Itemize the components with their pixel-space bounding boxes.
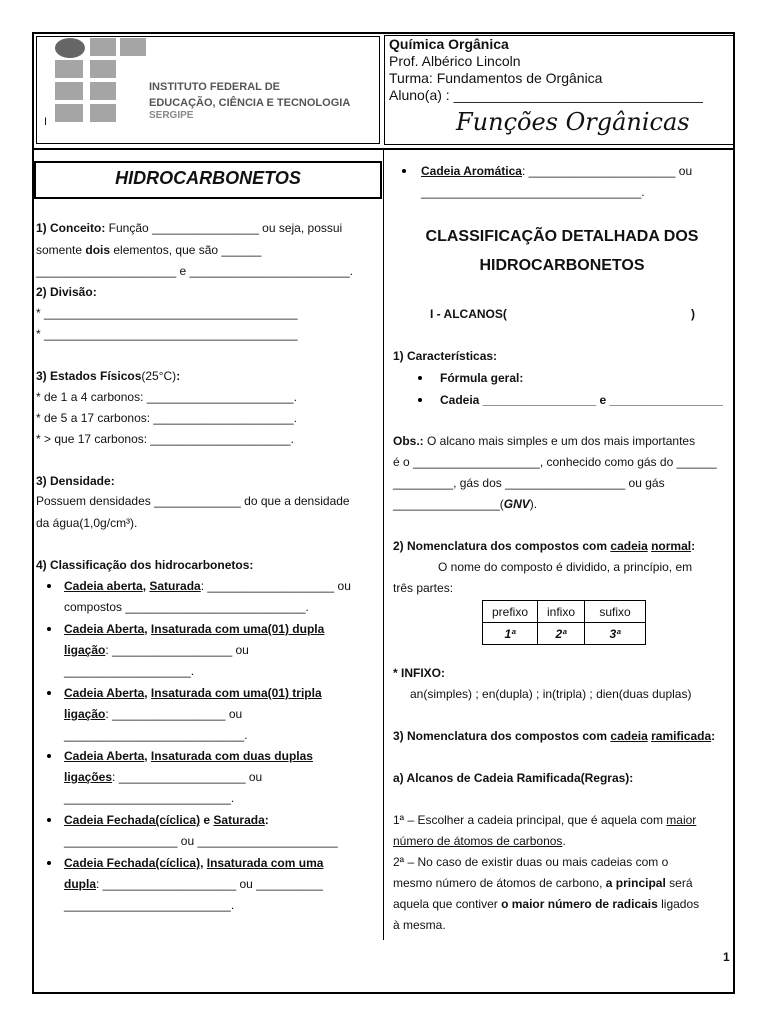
hidrocarbonetos-title: HIDROCARBONETOS — [34, 161, 382, 199]
table-head-infixo: infixo — [538, 601, 585, 623]
item-fechada-insaturada-l1: Cadeia Fechada(cíclica), Insaturada com uma — [64, 856, 324, 870]
table-head-sufixo: sufixo — [585, 601, 646, 623]
bullet — [418, 398, 422, 402]
aromatica-l1: Cadeia Aromática: ______________________ ou — [421, 164, 693, 178]
obs-l4: ________________(GNV). — [393, 497, 538, 511]
nomenclatura-text-l1: O nome do composto é dividido, a princípio, em — [438, 560, 693, 574]
obs-l2: é o ___________________, conhecido como gás do ______ — [393, 455, 717, 469]
page-title: Funções Orgânicas — [456, 108, 690, 136]
conceito-line1: 1) Conceito: Função ________________ ou seja, possui — [36, 221, 343, 235]
aromatica-l2: _________________________________. — [421, 185, 645, 199]
bullet — [47, 627, 51, 631]
estados-line3: * > que 17 carbonos: _____________________. — [36, 432, 294, 446]
item-aberta-saturada-l1: Cadeia aberta, Saturada: ___________________ ou — [64, 579, 351, 593]
class-name: Turma: Fundamentos de Orgânica — [389, 70, 603, 86]
table-val-3: 3ª — [585, 623, 646, 645]
classificacao-title-1: CLASSIFICAÇÃO DETALHADA DOS — [425, 228, 699, 245]
regra2-l1: 2ª – No caso de existir duas ou mais cadeias com o — [393, 855, 669, 869]
prefixo-infixo-sufixo-table — [482, 600, 646, 645]
conceito-line3: _____________________ e ________________________. — [36, 264, 353, 278]
regra1-l2: número de átomos de carbonos. — [393, 834, 566, 848]
divisao-line1: * ______________________________________ — [36, 306, 298, 320]
bullet — [47, 754, 51, 758]
item-dupla-l1: Cadeia Aberta, Insaturada com uma(01) dupla — [64, 622, 325, 636]
caracteristicas-label: 1) Características: — [393, 349, 498, 363]
obs-l1: Obs.: O alcano mais simples e um dos mais importantes — [393, 434, 696, 448]
regra2-l3: aquela que contiver o maior número de radicais ligados — [393, 897, 700, 911]
estados-label: 3) Estados Físicos(25°C): — [36, 369, 181, 383]
regra1-l1: 1ª – Escolher a cadeia principal, que é aquela com maior — [393, 813, 697, 827]
formula-geral: Fórmula geral: — [440, 371, 524, 385]
classificacao-label: 4) Classificação dos hidrocarbonetos: — [36, 558, 254, 572]
alcanos-label: I - ALCANOS( — [430, 307, 507, 321]
page-number: 1 — [723, 950, 730, 964]
densidade-line2: da água(1,0g/cm³). — [36, 516, 138, 530]
conceito-line2: somente dois elementos, que são ______ — [36, 243, 262, 257]
table-val-1: 1ª — [483, 623, 538, 645]
regra2-l4: à mesma. — [393, 918, 446, 932]
item-duas-duplas-l2: ligações: ___________________ ou — [64, 770, 263, 784]
item-fechada-insaturada-l3: _________________________. — [64, 898, 235, 912]
institute-name-3: SERGIPE — [149, 110, 194, 121]
item-tripla-l2: ligação: _________________ ou — [64, 707, 243, 721]
bullet — [47, 818, 51, 822]
table-val-2: 2ª — [538, 623, 585, 645]
divisao-label: 2) Divisão: — [36, 285, 97, 299]
student-field: Aluno(a) : ________________________________ — [389, 87, 703, 103]
professor-name: Prof. Albérico Lincoln — [389, 53, 521, 69]
obs-l3: _________, gás dos __________________ ou gás — [393, 476, 665, 490]
regra2-l2: mesmo número de átomos de carbono, a principal será — [393, 876, 693, 890]
infixo-text: an(simples) ; en(dupla) ; in(tripla) ; dien(duas duplas) — [410, 687, 692, 701]
alcanos-close: ) — [691, 307, 695, 321]
densidade-label: 3) Densidade: — [36, 474, 115, 488]
item-tripla-l1: Cadeia Aberta, Insaturada com uma(01) tripla — [64, 686, 322, 700]
subject-title: Química Orgânica — [389, 36, 509, 52]
classificacao-title-2: HIDROCARBONETOS — [479, 257, 645, 274]
cadeia-line: Cadeia _________________ e _________________ — [440, 393, 723, 407]
item-dupla-l3: ___________________. — [64, 664, 195, 678]
item-tripla-l3: ___________________________. — [64, 728, 248, 742]
item-duas-duplas-l1: Cadeia Aberta, Insaturada com duas duplas — [64, 749, 313, 763]
item-fechada-saturada-l2: _________________ ou _____________________ — [64, 834, 338, 848]
estados-line2: * de 5 a 17 carbonos: _____________________. — [36, 411, 297, 425]
nomenclatura-ramificada: 3) Nomenclatura dos compostos com cadeia ramificada: — [393, 729, 716, 743]
alcanos-ramificada-label: a) Alcanos de Cadeia Ramificada(Regras): — [393, 771, 634, 785]
column-divider — [383, 150, 384, 940]
bullet — [47, 861, 51, 865]
bullet — [418, 376, 422, 380]
divisao-line2: * ______________________________________ — [36, 327, 298, 341]
institute-name-1: INSTITUTO FEDERAL DE — [149, 81, 280, 93]
bullet — [402, 169, 406, 173]
item-aberta-saturada-l2: compostos ___________________________. — [64, 600, 309, 614]
item-dupla-l2: ligação: __________________ ou — [64, 643, 249, 657]
item-duas-duplas-l3: _________________________. — [64, 791, 235, 805]
table-head-prefixo: prefixo — [483, 601, 538, 623]
item-fechada-saturada-l1: Cadeia Fechada(cíclica) e Saturada: — [64, 813, 269, 827]
nomenclatura-normal: 2) Nomenclatura dos compostos com cadeia normal: — [393, 539, 696, 553]
infixo-label: * INFIXO: — [393, 666, 446, 680]
bullet — [47, 691, 51, 695]
item-fechada-insaturada-l2: dupla: ____________________ ou __________ — [64, 877, 323, 891]
institute-name-2: EDUCAÇÃO, CIÊNCIA E TECNOLOGIA — [149, 97, 351, 109]
estados-line1: * de 1 a 4 carbonos: ______________________. — [36, 390, 297, 404]
densidade-line1: Possuem densidades _____________ do que a densidade — [36, 494, 350, 508]
nomenclatura-text-l2: três partes: — [393, 581, 454, 595]
left-marker: I — [44, 116, 48, 128]
bullet — [47, 584, 51, 588]
